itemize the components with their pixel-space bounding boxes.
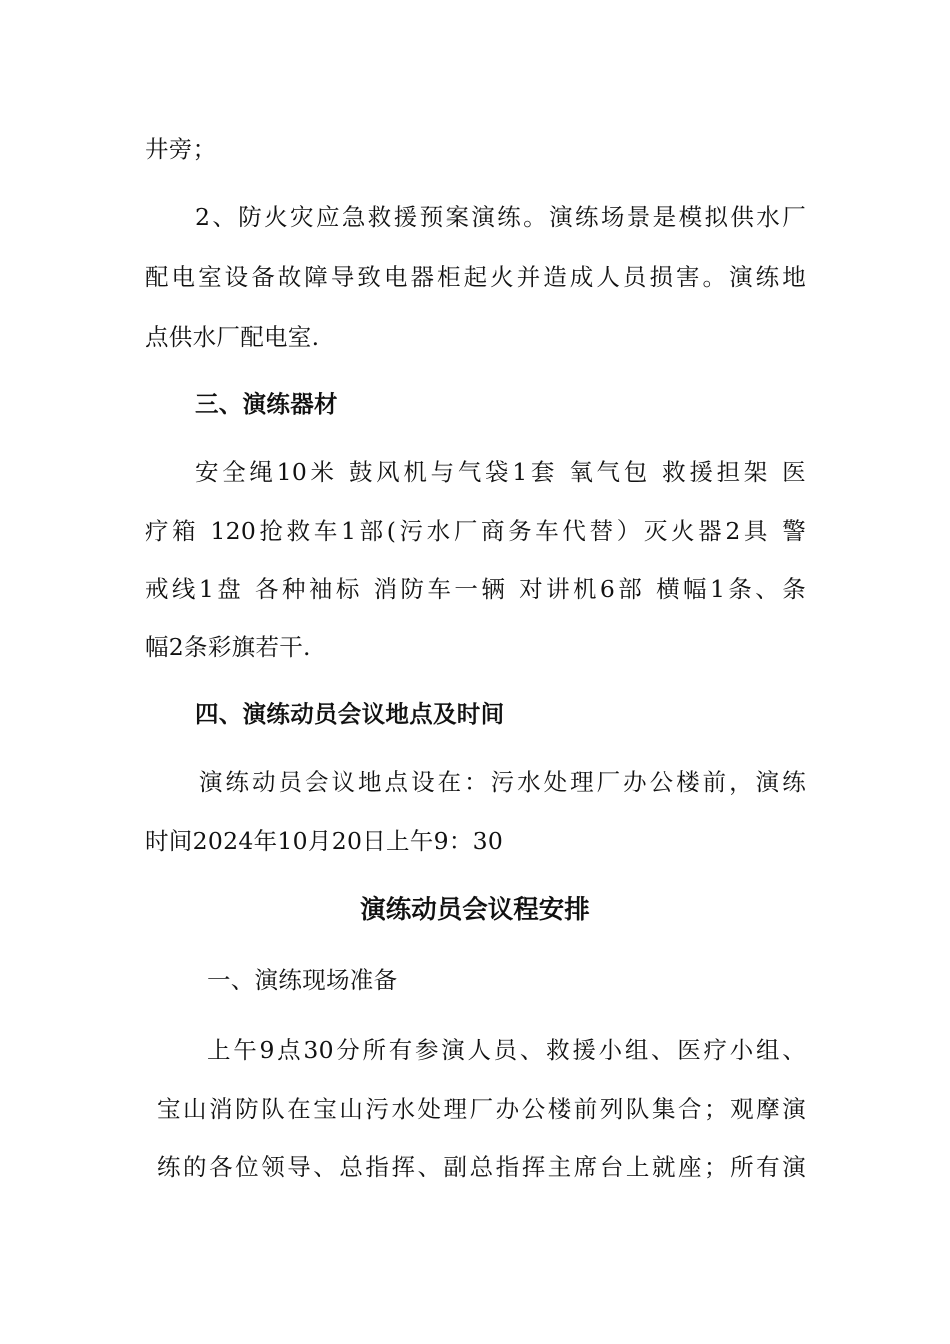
paragraph-line: 2、防火灾应急救援预案演练。演练场景是模拟供水厂 xyxy=(195,203,806,231)
section-heading: 一、演练现场准备 xyxy=(207,966,398,994)
paragraph-line: 上午9点30分所有参演人员、救援小组、医疗小组、 xyxy=(207,1036,806,1064)
paragraph-line: 宝山消防队在宝山污水处理厂办公楼前列队集合；观摩演 xyxy=(157,1095,806,1123)
section-heading: 四、演练动员会议地点及时间 xyxy=(195,700,505,728)
paragraph-line: 戒线1盘 各种袖标 消防车一辆 对讲机6部 横幅1条、条 xyxy=(145,575,806,603)
paragraph-line: 配电室设备故障导致电器柜起火并造成人员损害。演练地 xyxy=(145,263,806,291)
paragraph-line: 安全绳10米 鼓风机与气袋1套 氧气包 救援担架 医 xyxy=(195,458,806,486)
paragraph-line: 疗箱 120抢救车1部(污水厂商务车代替）灭火器2具 警 xyxy=(145,517,806,545)
paragraph-line: 演练动员会议地点设在：污水处理厂办公楼前，演练 xyxy=(199,768,806,796)
paragraph-line: 点供水厂配电室. xyxy=(145,323,320,351)
page-title: 演练动员会议程安排 xyxy=(360,895,590,925)
paragraph-line: 练的各位领导、总指挥、副总指挥主席台上就座；所有演 xyxy=(157,1153,806,1181)
section-heading: 三、演练器材 xyxy=(195,390,338,418)
paragraph-line: 幅2条彩旗若干. xyxy=(145,633,311,661)
paragraph-line: 时间2024年10月20日上午9：30 xyxy=(145,827,504,855)
paragraph-line: 井旁； xyxy=(145,135,217,163)
